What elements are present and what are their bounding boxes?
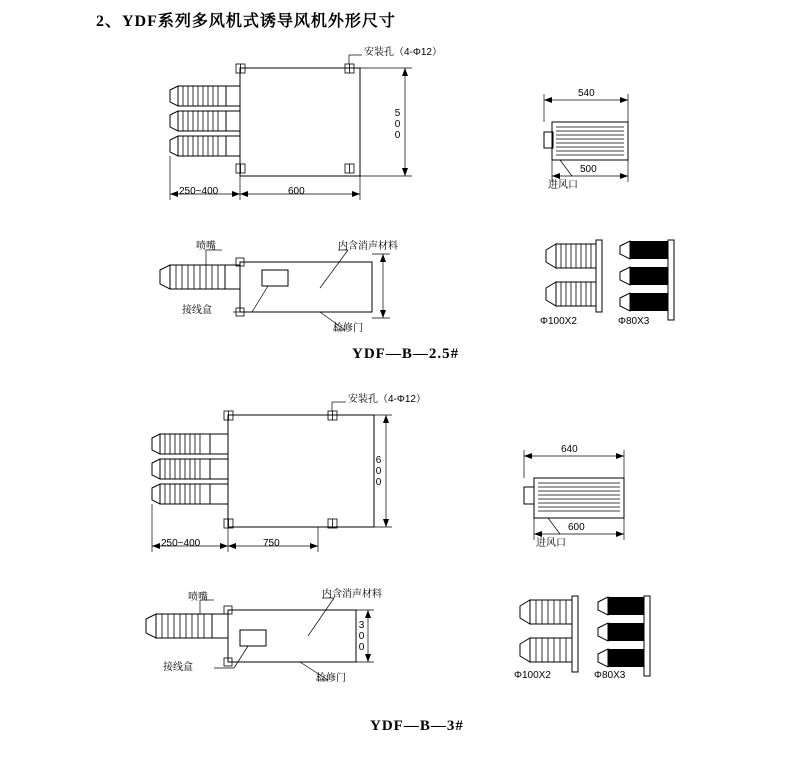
fig1-inlet-label: 进风口 [548, 180, 578, 191]
fig1-model-name: YDF—B—2.5# [352, 346, 460, 362]
fig1-inlet-top-dim: 540 [578, 88, 595, 99]
fig1-nozzle-group-1-label: Φ100X2 [540, 316, 577, 327]
fig2-inlet-bottom-dim: 600 [568, 522, 585, 533]
fig1-junction-box-label: 接线盒 [182, 305, 212, 316]
fig2-height-dim: 600 [373, 455, 384, 488]
fig1-width-dim: 600 [288, 186, 305, 197]
fig2-nozzle-label: 喷嘴 [188, 592, 208, 603]
fig2-inlet-label: 进风口 [536, 538, 566, 549]
fig1-mount-hole-label: 安装孔（4-Φ12） [364, 47, 442, 58]
fig2-junction-box-label: 接线盒 [163, 662, 193, 673]
fig1-nozzle-span-dim: 250~400 [179, 186, 219, 197]
page-title: 2、YDF系列多风机式诱导风机外形尺寸 [96, 13, 396, 30]
fig2-mount-hole-label: 安装孔（4-Φ12） [348, 394, 426, 405]
fig1-silencer-label: 内含消声材料 [338, 241, 398, 252]
fig1-nozzle-group-2-label: Φ80X3 [618, 316, 650, 327]
fig2-access-door-label: 检修门 [316, 673, 346, 684]
fig2-silencer-label: 内含消声材料 [322, 589, 382, 600]
fig1-nozzle-label: 喷嘴 [196, 241, 216, 252]
fig1-height-dim: 500 [392, 108, 403, 141]
fig1-inlet-bottom-dim: 500 [580, 164, 597, 175]
fig2-width-dim: 750 [263, 538, 280, 549]
fig2-model-name: YDF—B—3# [370, 718, 464, 734]
fig2-inlet-top-dim: 640 [561, 444, 578, 455]
fig2-nozzle-group-1-label: Φ100X2 [514, 670, 551, 681]
fig2-nozzle-span-dim: 250~400 [161, 538, 201, 549]
fig1-access-door-label: 检修门 [333, 323, 363, 334]
fig2-nozzle-group-2-label: Φ80X3 [594, 670, 626, 681]
fig2-depth-dim: 300 [356, 620, 367, 653]
